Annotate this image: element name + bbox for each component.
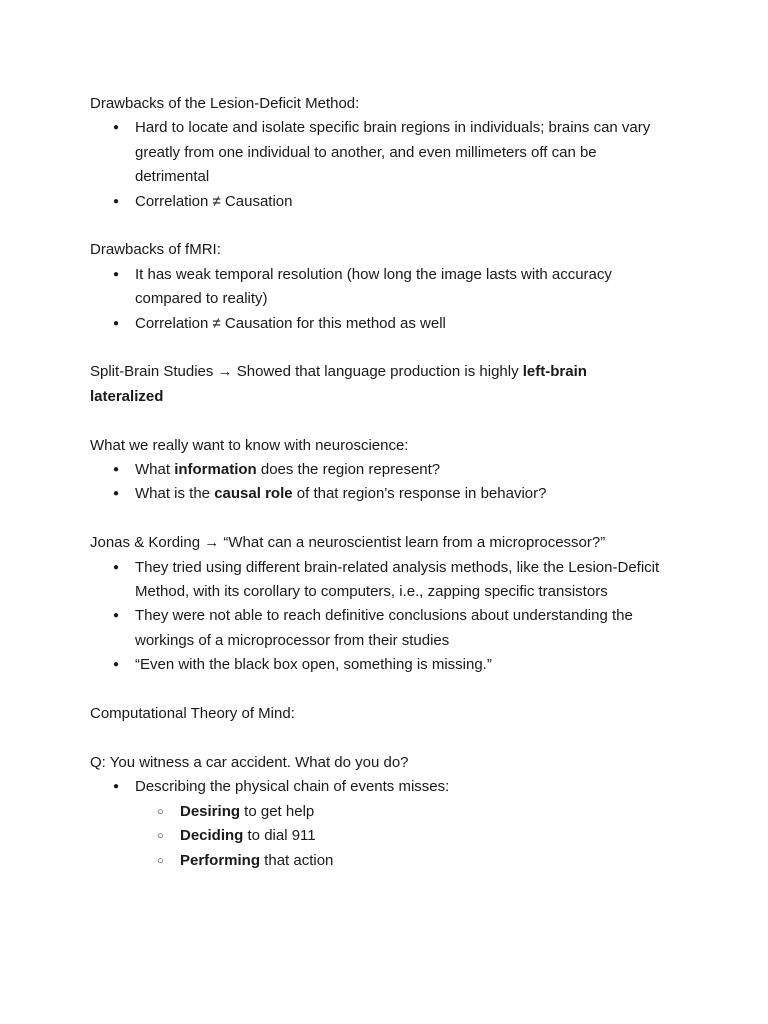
jonas-bullet-3: ● “Even with the black box open, something is missing.”: [135, 656, 492, 674]
list-item: [90, 824, 690, 848]
fmri-bullet-1: ● It has weak temporal resolution (how long the image lasts with accuracy compared to reality): [135, 265, 612, 308]
list-item: [90, 190, 690, 214]
jonas-heading: Jonas & Kording → “What can a neuroscientist learn from a microprocessor?”: [90, 534, 606, 552]
list-item: [90, 653, 690, 677]
split-brain-text: Split-Brain Studies → Showed that language production is highly: [90, 363, 523, 381]
neuro-b2-bold: causal role: [214, 485, 293, 503]
lesion-heading: Drawbacks of the Lesion-Deficit Method:: [90, 95, 360, 112]
fmri-heading: Drawbacks of fMRI:: [90, 241, 221, 259]
list-item: [90, 312, 690, 336]
lesion-bullet-list: [90, 116, 690, 214]
lesion-bullet-2: ● Correlation ≠ Causation: [135, 192, 293, 210]
list-item: [90, 458, 690, 482]
neuro-b2-pre: What is the: [135, 485, 215, 503]
question-bullet: ● Describing the physical chain of events misses:: [135, 778, 450, 796]
question-bullet-list: [90, 775, 690, 799]
list-item: [90, 775, 690, 799]
neuro-bullet-1: [135, 458, 690, 482]
question-heading: Q: You witness a car accident. What do you do?: [90, 753, 409, 771]
neuro-b1-post: does the region represent?: [256, 461, 441, 479]
jonas-bullet-2: ● They were not able to reach definitive conclusions about understanding the workings of a microprocessor from their studies: [135, 607, 633, 649]
question-sub-list: [90, 800, 690, 873]
split-brain-bold: left-brain lateralized: [90, 363, 587, 405]
neuro-b1-pre: What: [135, 461, 175, 479]
neuro-b1-bold: information: [174, 461, 257, 479]
fmri-bullet-list: [90, 263, 690, 336]
list-item: [90, 116, 675, 189]
sub-1-rest: to get help: [240, 802, 315, 820]
neuro-bullet-2: [135, 482, 690, 506]
jonas-bullet-1: ● They tried using different brain-related analysis methods, like the Lesion-Deficit Method, with its corollary to computers, i.e., zapping specific transistors: [135, 558, 660, 601]
jonas-bullet-list: [90, 556, 690, 678]
sub-1-bold: Desiring: [180, 802, 241, 820]
list-item: [90, 482, 690, 506]
list-item: [90, 849, 690, 873]
list-item: [90, 800, 690, 824]
sub-3-bold: Performing: [180, 851, 261, 869]
neuro-heading: What we really want to know with neuroscience:: [90, 436, 409, 454]
sub-2-bold: Deciding: [180, 827, 244, 845]
document-body: [90, 92, 690, 873]
neuro-bullet-list: [90, 458, 690, 507]
ctm-heading: Computational Theory of Mind:: [90, 705, 295, 723]
neuro-b2-post: of that region's response in behavior?: [292, 485, 547, 503]
list-item: [90, 263, 635, 312]
sub-3-rest: that action: [260, 851, 334, 869]
lesion-bullet-1: ● Hard to locate and isolate specific brain regions in individuals; brains can vary greatly from one individual to another, and even millimeters off can be detrimental: [135, 119, 651, 186]
list-item: [90, 604, 680, 653]
list-item: [90, 556, 665, 605]
split-brain-paragraph: [90, 360, 620, 409]
sub-2-rest: to dial 911: [243, 827, 316, 845]
fmri-bullet-2: ● Correlation ≠ Causation for this method as well: [135, 314, 446, 332]
